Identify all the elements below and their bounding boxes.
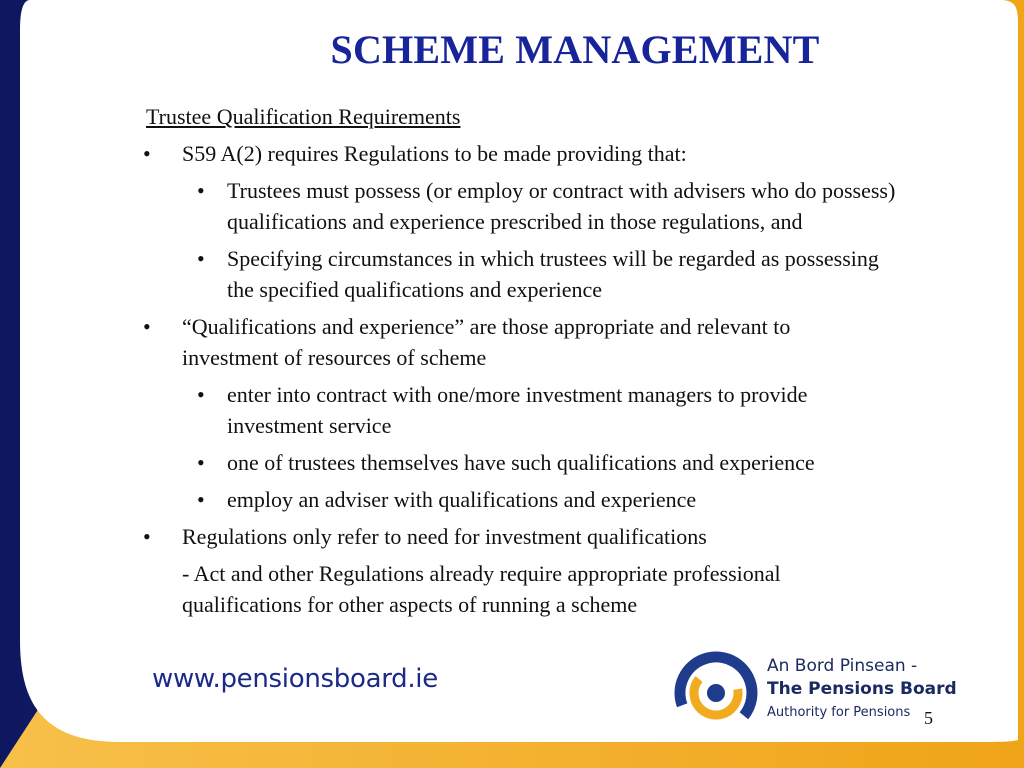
- slide-title: SCHEME MANAGEMENT: [330, 27, 820, 72]
- bullet-line-1: Regulations only refer to need for investment qualifications: [182, 524, 707, 549]
- bullet-icon: •: [197, 178, 205, 203]
- bullet-line-2: Specifying circumstances in which trustees will be regarded as possessing: [227, 246, 879, 271]
- website-link[interactable]: www.pensionsboard.ie: [152, 664, 438, 694]
- bullet-line-2: qualifications and experience prescribed in those regulations, and: [227, 209, 803, 234]
- bullet-line-1: “Qualifications and experience” are those appropriate and relevant to: [182, 314, 791, 339]
- bullet-icon: •: [143, 524, 151, 549]
- bullet-icon: •: [197, 487, 205, 512]
- bullet-icon: •: [197, 246, 205, 271]
- bullet-line-0: qualifications for other aspects of running a scheme: [182, 592, 638, 617]
- org-name: The Pensions Board: [767, 679, 957, 699]
- section-heading: Trustee Qualification Requirements: [146, 104, 461, 129]
- bullet-line-0: - Act and other Regulations already require appropriate professional: [182, 561, 781, 586]
- org-tagline: Authority for Pensions: [767, 705, 911, 720]
- bullet-line-1: S59 A(2) requires Regulations to be made providing that:: [182, 141, 687, 166]
- bullet-line-2: investment service: [227, 413, 392, 438]
- bullet-line-2: enter into contract with one/more investment managers to provide: [227, 382, 808, 407]
- bullet-icon: •: [197, 382, 205, 407]
- bullet-line-2: Trustees must possess (or employ or contract with advisers who do possess): [227, 178, 896, 203]
- bullet-line-2: employ an adviser with qualifications and experience: [227, 487, 697, 512]
- bullet-icon: •: [143, 314, 151, 339]
- bullet-line-1: investment of resources of scheme: [182, 345, 487, 370]
- bullet-icon: •: [197, 450, 205, 475]
- org-name-irish: An Bord Pinsean -: [767, 656, 918, 676]
- bullet-line-2: the specified qualifications and experience: [227, 277, 603, 302]
- bullet-line-2: one of trustees themselves have such qualifications and experience: [227, 450, 815, 475]
- page-number: 5: [924, 708, 933, 728]
- bullet-icon: •: [143, 141, 151, 166]
- pensions-board-logo-icon: [672, 648, 772, 738]
